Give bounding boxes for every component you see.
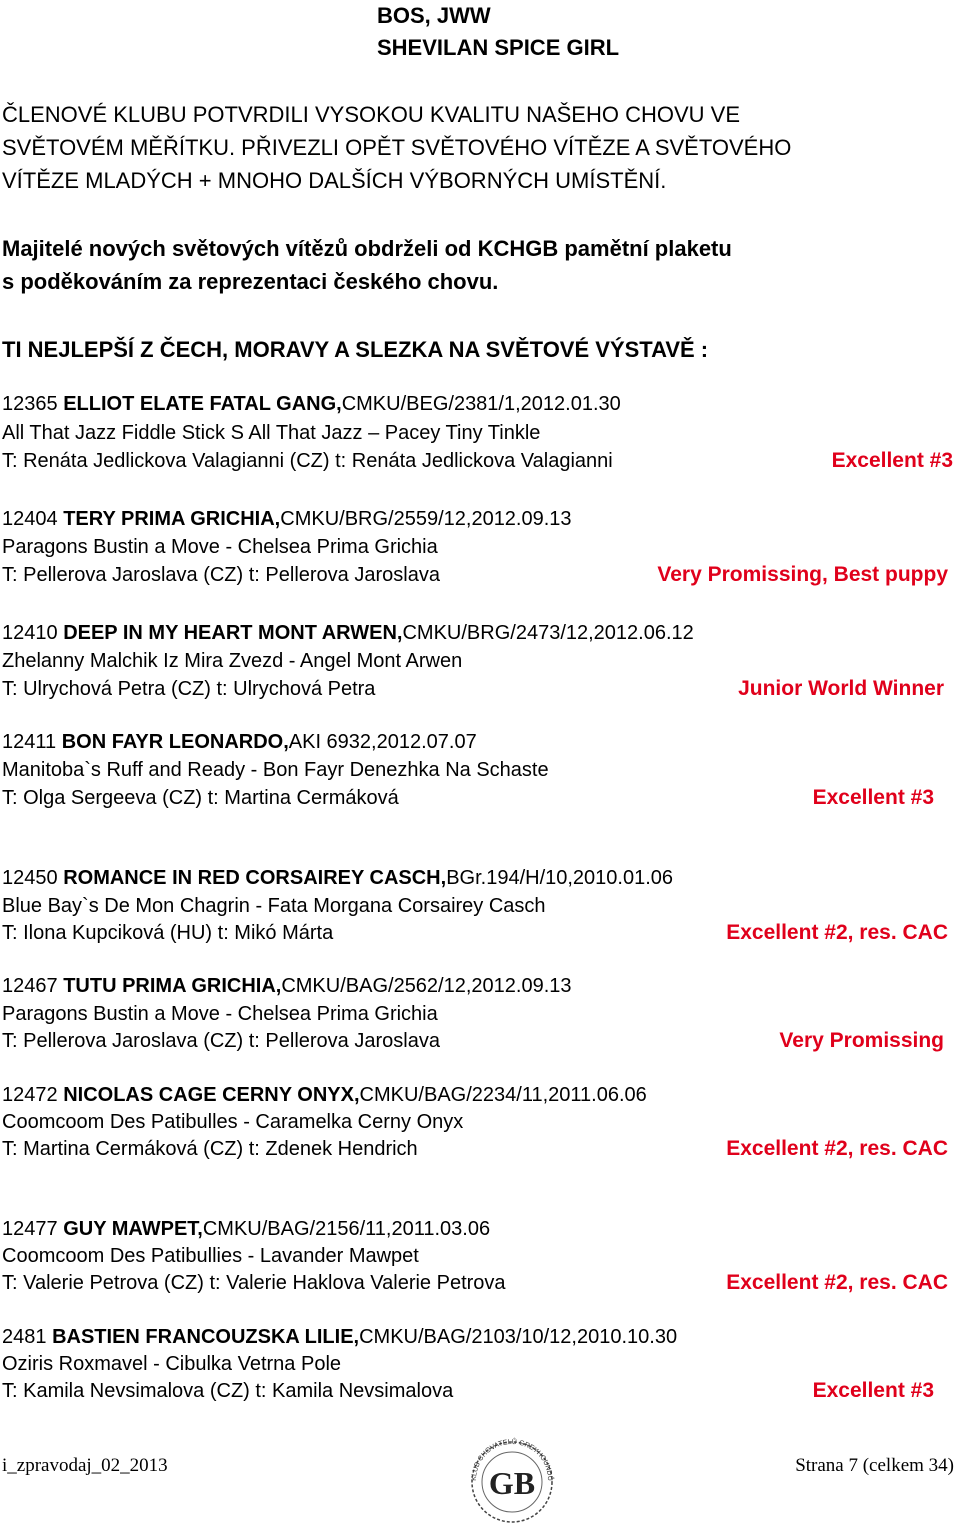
entry-pedigree: Blue Bay`s De Mon Chagrin - Fata Morgana Corsairey Casch	[2, 895, 546, 917]
entry-owners: T: Valerie Petrova (CZ) t: Valerie Haklova Valerie Petrova	[2, 1272, 506, 1294]
entry-owners: T: Ulrychová Petra (CZ) t: Ulrychová Petra	[2, 678, 376, 700]
entry-dog-name: GUY MAWPET,	[63, 1218, 203, 1240]
entry-header	[2, 1215, 490, 1243]
entry-owners: T: Pellerova Jaroslava (CZ) t: Pellerova Jaroslava	[2, 1030, 440, 1052]
entry-number: 2481	[2, 1326, 47, 1348]
footer-page-number: Strana 7 (celkem 34)	[795, 1455, 954, 1476]
entry-registry: CMKU/BAG/2103/10/12,2010.10.30	[359, 1326, 678, 1348]
entry-dog-name: ELLIOT ELATE FATAL GANG,	[63, 393, 342, 415]
entry-dog-name: ROMANCE IN RED CORSAIREY CASCH,	[63, 867, 447, 889]
section-title: TI NEJLEPŠÍ Z ČECH, MORAVY A SLEZKA NA SVĚTOVÉ VÝSTAVĚ :	[2, 337, 709, 362]
entry-dog-name: TUTU PRIMA GRICHIA,	[63, 975, 282, 997]
intro-line-3: VÍTĚZE MLADÝCH + MNOHO DALŠÍCH VÝBORNÝCH UMÍSTĚNÍ.	[2, 168, 667, 193]
entry-dog-name: NICOLAS CAGE CERNY ONYX,	[63, 1084, 360, 1106]
entry-registry: CMKU/BEG/2381/1,2012.01.30	[341, 393, 621, 415]
entry-registry: CMKU/BAG/2562/12,2012.09.13	[281, 975, 572, 997]
entry-owners: T: Olga Sergeeva (CZ) t: Martina Cermáková	[2, 787, 399, 809]
entry-owners: T: Renáta Jedlickova Valagianni (CZ) t: Renáta Jedlickova Valagianni	[2, 450, 613, 472]
entry-registry: CMKU/BRG/2559/12,2012.09.13	[280, 508, 572, 530]
entry-dog-name: TERY PRIMA GRICHIA,	[63, 508, 281, 530]
header-line-1: BOS, JWW	[377, 3, 491, 28]
entry-registry: AKI 6932,2012.07.07	[288, 731, 477, 753]
entry-owners: T: Ilona Kupciková (HU) t: Mikó Márta	[2, 922, 334, 944]
entry-result: Very Promissing	[779, 1029, 944, 1052]
entry-owners: T: Kamila Nevsimalova (CZ) t: Kamila Nevsimalova	[2, 1380, 454, 1402]
entry-number: 12411	[2, 731, 57, 753]
entry-pedigree: Paragons Bustin a Move - Chelsea Prima Grichia	[2, 536, 438, 558]
entry-pedigree: Paragons Bustin a Move - Chelsea Prima Grichia	[2, 1003, 438, 1025]
entry-header	[2, 972, 572, 1000]
entry-result: Excellent #3	[831, 449, 953, 472]
entry-owners: T: Pellerova Jaroslava (CZ) t: Pellerova Jaroslava	[2, 564, 440, 586]
club-logo-initials: GB	[488, 1465, 536, 1501]
entry-number: 12472	[2, 1084, 58, 1106]
entry-number: 12467	[2, 975, 58, 997]
entry-pedigree: Coomcoom Des Patibulles - Caramelka Cerny Onyx	[2, 1111, 464, 1133]
entry-result: Excellent #2, res. CAC	[726, 1137, 948, 1160]
header-line-2: SHEVILAN SPICE GIRL	[377, 35, 620, 60]
entry-pedigree: Coomcoom Des Patibullies - Lavander Mawpet	[2, 1245, 419, 1267]
entry-number: 12410	[2, 622, 58, 644]
entry-header	[2, 864, 673, 892]
intro-line-2: SVĚTOVÉM MĚŘÍTKU. PŘIVEZLI OPĚT SVĚTOVÉHO VÍTĚZE A SVĚTOVÉHO	[2, 135, 792, 160]
entry-registry: CMKU/BRG/2473/12,2012.06.12	[402, 622, 694, 644]
entry-number: 12404	[2, 508, 58, 530]
entry-pedigree: Manitoba`s Ruff and Ready - Bon Fayr Denezhka Na Schaste	[2, 759, 549, 781]
entry-header	[2, 1081, 647, 1109]
entry-dog-name: BASTIEN FRANCOUZSKA LILIE,	[52, 1326, 360, 1348]
entry-result: Very Promissing, Best puppy	[657, 563, 948, 586]
entry-pedigree: All That Jazz Fiddle Stick S All That Jazz – Pacey Tiny Tinkle	[2, 422, 541, 444]
club-logo-emblem	[462, 1430, 562, 1530]
entry-header	[2, 728, 477, 756]
entry-owners: T: Martina Cermáková (CZ) t: Zdenek Hendrich	[2, 1138, 418, 1160]
entry-result: Junior World Winner	[738, 677, 944, 700]
entry-dog-name: DEEP IN MY HEART MONT ARWEN,	[63, 622, 403, 644]
entry-number: 12450	[2, 867, 58, 889]
entry-registry: CMKU/BAG/2156/11,2011.03.06	[202, 1218, 491, 1240]
entry-result: Excellent #2, res. CAC	[726, 1271, 948, 1294]
entry-pedigree: Oziris Roxmavel - Cibulka Vetrna Pole	[2, 1353, 342, 1375]
entry-dog-name: BON FAYR LEONARDO,	[61, 731, 289, 753]
club-logo-arc-text: KLUB CHOVATELŮ GREYHOUNDŮ	[470, 1438, 554, 1481]
club-logo	[462, 1430, 562, 1530]
plaque-line-1: Majitelé nových světových vítězů obdrželi od KCHGB pamětní plaketu	[2, 236, 732, 261]
entry-registry: BGr.194/H/10,2010.01.06	[446, 867, 674, 889]
footer-issue: i_zpravodaj_02_2013	[2, 1455, 168, 1476]
entry-result: Excellent #3	[812, 786, 934, 809]
entry-number: 12477	[2, 1218, 58, 1240]
entry-result: Excellent #3	[812, 1379, 934, 1402]
entry-number: 12365	[2, 393, 58, 415]
entry-result: Excellent #2, res. CAC	[726, 921, 948, 944]
entry-registry: CMKU/BAG/2234/11,2011.06.06	[359, 1084, 647, 1106]
intro-line-1: ČLENOVÉ KLUBU POTVRDILI VYSOKOU KVALITU NAŠEHO CHOVU VE	[2, 102, 740, 127]
entry-header	[2, 390, 621, 418]
entry-header	[2, 505, 572, 533]
plaque-line-2: s poděkováním za reprezentaci českého chovu.	[2, 269, 499, 294]
entry-header	[2, 1323, 677, 1351]
entry-header	[2, 619, 694, 647]
entry-pedigree: Zhelanny Malchik Iz Mira Zvezd - Angel Mont Arwen	[2, 650, 463, 672]
